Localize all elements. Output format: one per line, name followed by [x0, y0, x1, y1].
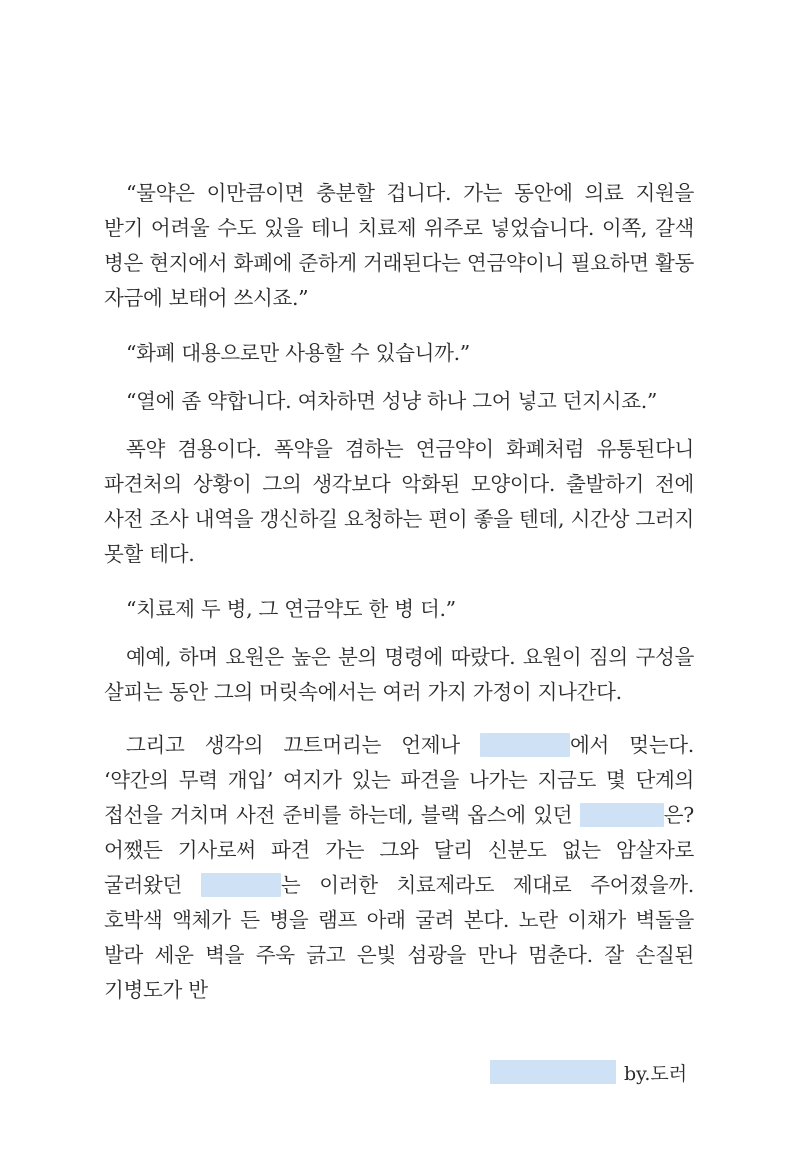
- paragraph-6: 예예, 하며 요원은 높은 분의 명령에 따랐다. 요원이 짐의 구성을 살피는 동안 그의 머릿속에서는 여러 가지 가정이 지나간다.: [104, 645, 694, 704]
- paragraph-7-text-3: 은? 어쨌든 기사로써 파견 가는 그와 달리 신분도 없는 암살자로 굴러왔던: [104, 803, 694, 897]
- paragraph-7-text-1: 그리고 생각의 끄트머리는 언제나: [126, 733, 481, 757]
- paragraph-7: [104, 728, 694, 1008]
- paragraph-4: 폭약 겸용이다. 폭약을 겸하는 연금약이 화폐처럼 유통된다니 파견처의 상황이 그의 생각보다 악화된 모양이다. 출발하기 전에 사전 조사 내역을 갱신하길 요청하는 편이 좋을 텐데, 시간상 그러지 못할 테다.: [104, 437, 694, 566]
- redacted-name-highlight: [580, 803, 664, 827]
- author-byline: by.도러: [624, 1062, 688, 1085]
- author-footer: [490, 1058, 687, 1086]
- redacted-name-highlight: [201, 873, 281, 897]
- paragraph-2: “화폐 대용으로만 사용할 수 있습니까.”: [126, 341, 470, 365]
- redacted-name-highlight: [480, 733, 570, 757]
- paragraph-3: “열에 좀 약합니다. 여차하면 성냥 하나 그어 넣고 던지시죠.”: [126, 389, 658, 413]
- paragraph-1: “물약은 이만큼이면 충분할 겁니다. 가는 동안에 의료 지원을 받기 어려울 수도 있을 테니 치료제 위주로 넣었습니다. 이쪽, 갈색 병은 현지에서 화폐에 준하게 거래된다는 연금약이니 필요하면 활동 자금에 보태어 쓰시죠.”: [104, 181, 694, 310]
- redacted-title-highlight: [490, 1060, 616, 1084]
- paragraph-5: “치료제 두 병, 그 연금약도 한 병 더.”: [126, 597, 456, 621]
- paragraph-7-text-4: 는 이러한 치료제라도 제대로 주어졌을까. 호박색 액체가 든 병을 램프 아래 굴려 본다. 노란 이채가 벽돌을 발라 세운 벽을 주욱 긁고 은빛 섬광을 만나 멈춘다. 잘 손질된 기병도가 반: [104, 873, 694, 1002]
- paragraph-7-text-2: 에서 멎는다. ‘약간의 무력 개입’ 여지가 있는 파견을 나가는 지금도 몇 단계의 접선을 거치며 사전 준비를 하는데, 블랙 옵스에 있던: [104, 733, 694, 827]
